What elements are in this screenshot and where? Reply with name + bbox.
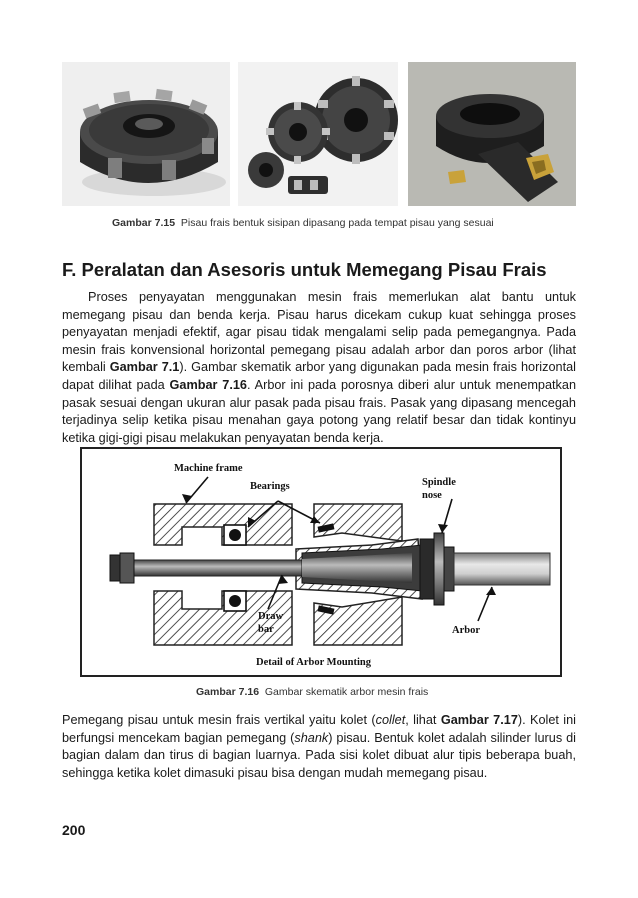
figure-caption-text: Pisau frais bentuk sisipan dipasang pada tempat pisau yang sesuai [180, 217, 494, 229]
label-spindle: Spindle [422, 477, 456, 488]
section-heading: F. Peralatan dan Asesoris untuk Memegang Pisau Frais [62, 259, 547, 280]
figure-reference: Gambar 7.16 [169, 377, 247, 392]
figure-7-15-caption [112, 217, 494, 229]
page-number: 200 [62, 822, 86, 838]
paragraph-text: Proses penyayatan menggunakan mesin frais memerlukan alat bantu untuk memegang pisau dan benda kerja. Pisau harus dicekam cukup kuat sehingga proses penyayatan menjadi efektif, agar pisau tidak mengalami selip pada pemegangnya. Pada mesin frais konvensional horizontal pemegang pisau adalah arbor dan poros arbor (lihat kembali [62, 290, 576, 375]
photo-shell-mill-holder [408, 62, 576, 206]
arbor-diagram [80, 447, 562, 677]
photo-face-mill-cutter [62, 62, 230, 206]
photo-cutter-set [238, 62, 398, 206]
paragraph-2 [62, 712, 576, 782]
figure-reference: Gambar 7.1 [109, 360, 180, 375]
figure-label: Gambar 7.15 [112, 217, 176, 229]
paragraph-text: . Arbor ini pada porosnya diberi alur untuk menempatkan pasak sesuai dengan ukuran alur pasak pada pisau frais. Pasak yang dipasang mencegah terjadinya selip ketika pisau menahan gaya potong yang relatif besar dan tidak kontinyu ketika gigi-gigi pisau melakukan penyayatan benda kerja. [62, 377, 577, 445]
label-bearings: Bearings [250, 481, 290, 492]
paragraph-text: , lihat [405, 713, 441, 727]
figure-label: Gambar 7.16 [196, 686, 260, 698]
paragraph-text: ). Gambar skematik arbor yang digunakan pada mesin frais horizontal dapat dilihat pada [62, 360, 576, 392]
diagram-title: Detail of Arbor Mounting [256, 657, 372, 668]
paragraph-1 [62, 289, 576, 447]
term-italic: shank [294, 730, 329, 745]
paragraph-text: Pemegang pisau untuk mesin frais vertikal yaitu kolet ( [62, 713, 376, 727]
figure-reference: Gambar 7.17 [440, 713, 518, 727]
label-nose: nose [422, 490, 442, 501]
paragraph-text: ). Kolet ini berfungsi mencekam bagian pemegang ( [62, 713, 577, 745]
label-draw: Draw [258, 611, 284, 622]
figure-7-16-caption [196, 686, 428, 698]
figure-caption-text: Gambar skematik arbor mesin frais [264, 686, 429, 698]
term-italic: collet [375, 713, 406, 727]
label-arbor: Arbor [452, 625, 480, 636]
label-machine-frame: Machine frame [174, 463, 243, 474]
label-bar: bar [258, 624, 274, 635]
paragraph-text: ) pisau. Bentuk kolet adalah silinder lurus di bagian dalam dan tirus di bagian luarnya. Pada sisi kolet dibuat alur tipis beberapa buah, sehingga ketika kolet dimasuki pisau bisa dengan mudah memegang pisau. [62, 730, 576, 780]
